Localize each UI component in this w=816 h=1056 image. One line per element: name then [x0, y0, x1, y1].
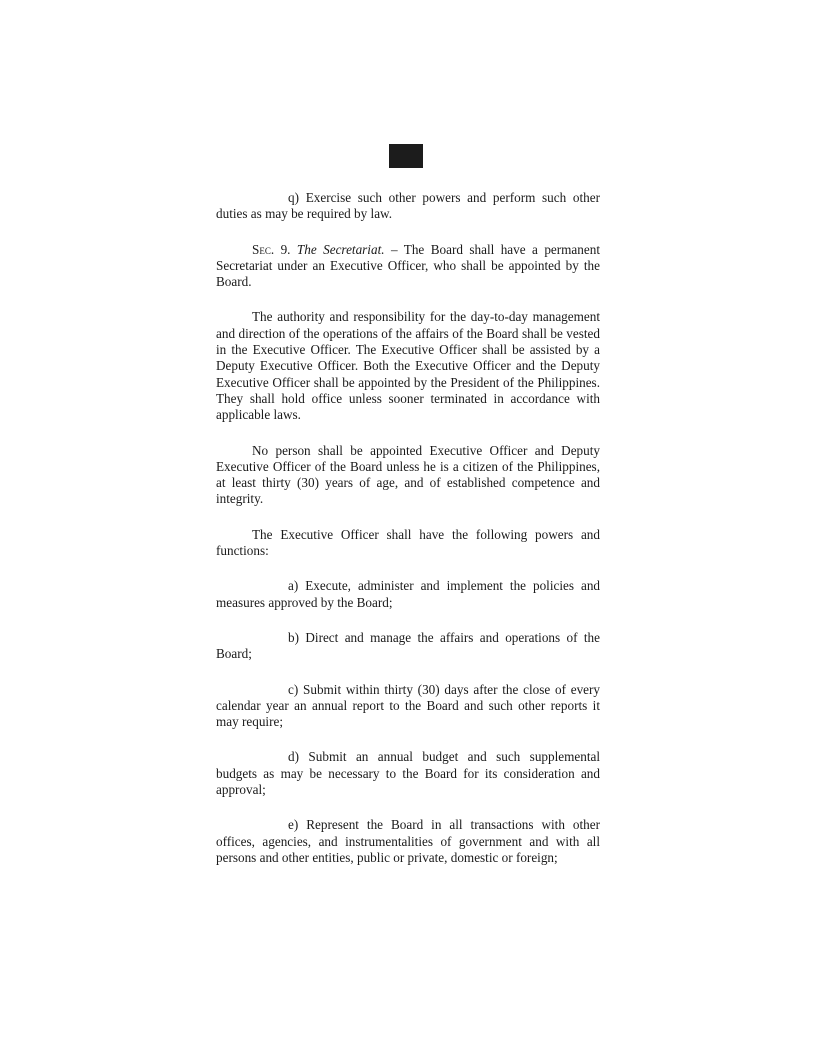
list-item-d — [216, 749, 600, 798]
item-label: d) — [288, 749, 299, 765]
list-item-b — [216, 630, 600, 663]
section-text: – The Board shall have a permanent Secretariat under an Executive Officer, who shall be appointed by the Board. — [216, 241, 600, 290]
section-title: The Secretariat. — [296, 241, 385, 257]
item-text: Exercise such other powers and perform such other duties as may be required by law. — [216, 190, 600, 222]
item-text: Direct and manage the affairs and operations of the Board; — [216, 629, 600, 662]
section-9-paragraph — [216, 242, 600, 291]
powers-intro-paragraph: The Executive Officer shall have the following powers and functions: — [216, 526, 600, 559]
list-item-e — [216, 817, 600, 866]
item-label: b) — [288, 629, 299, 645]
item-label: c) — [288, 681, 299, 697]
item-label: q) — [288, 190, 299, 205]
page-number-block — [389, 144, 423, 168]
authority-paragraph: The authority and responsibility for the day-to-day management and direction of the operations of the affairs of the Board shall be vested in the Executive Officer. The Executive Officer shall be assisted by a Deputy Executive Officer. Both the Executive Officer and the Deputy Executive Officer shall be appointed by the President of the Philippines. They shall hold office unless sooner terminated in accordance with applicable laws. — [216, 309, 600, 423]
list-item-a — [216, 578, 600, 611]
item-text: Submit within thirty (30) days after the close of every calendar year an annual report to the Board and such other reports it may require; — [216, 681, 601, 730]
paragraph-q — [216, 190, 600, 223]
list-item-c — [216, 682, 600, 731]
item-text: Represent the Board in all transactions with other offices, agencies, and instrumentalities of government and with all persons and other entities, public or private, domestic or foreign; — [216, 817, 600, 865]
item-label: a) — [288, 578, 299, 594]
document-body — [216, 190, 600, 885]
item-label: e) — [288, 817, 299, 833]
section-prefix: Sec. — [252, 241, 275, 257]
item-text: Submit an annual budget and such supplemental budgets as may be necessary to the Board for its consideration and approval; — [216, 749, 601, 798]
qualification-paragraph: No person shall be appointed Executive Officer and Deputy Executive Officer of the Board unless he is a citizen of the Philippines, at least thirty (30) years of age, and of established competence and integrity. — [216, 442, 600, 507]
item-text: Execute, administer and implement the policies and measures approved by the Board; — [216, 578, 601, 610]
section-number: 9. — [280, 241, 291, 257]
